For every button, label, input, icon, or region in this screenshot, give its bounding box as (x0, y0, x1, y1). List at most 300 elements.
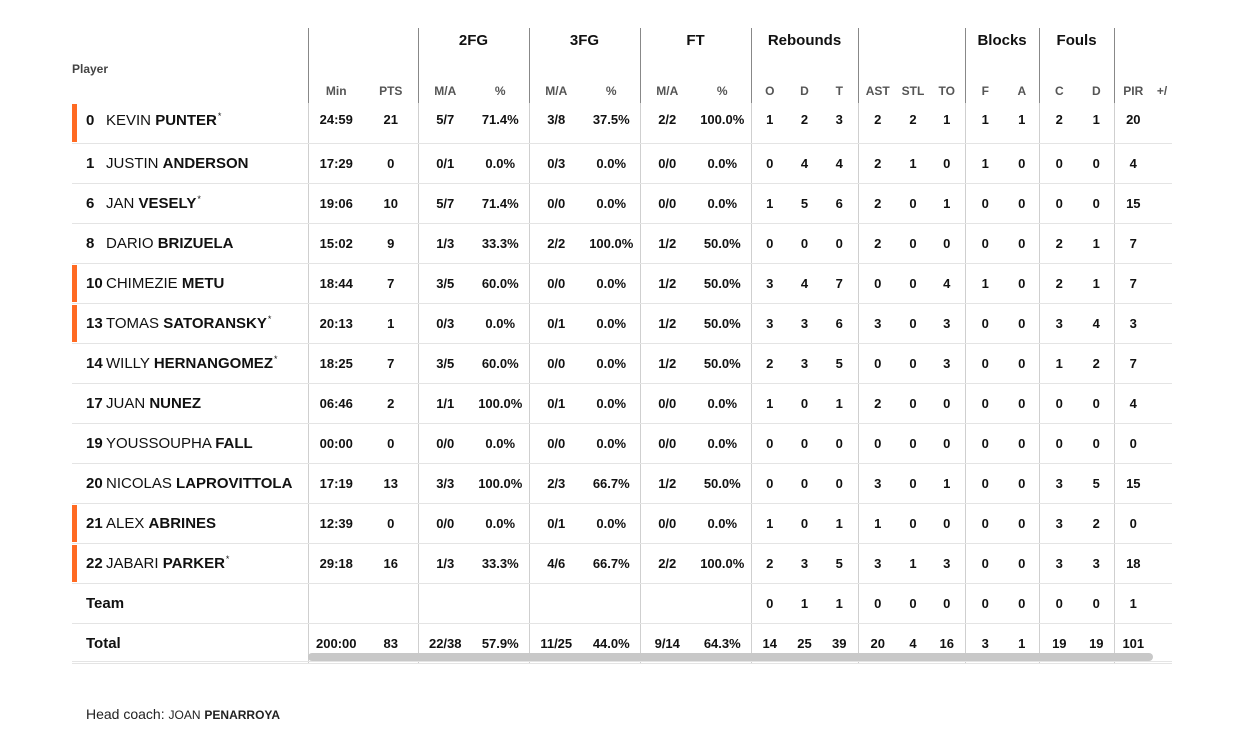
player-first-name: DARIO (106, 235, 154, 252)
stat-cell: 0 (858, 583, 897, 623)
stat-cell: 1 (751, 183, 788, 223)
stat-cell: 0.0% (472, 303, 529, 343)
stat-cell: 4 (929, 263, 965, 303)
boxscore-container (72, 28, 1172, 664)
header-2fg: 2FG (418, 28, 529, 52)
stat-cell: 60.0% (472, 343, 529, 383)
starter-indicator (72, 505, 77, 542)
stat-cell: 2 (858, 143, 897, 183)
stat-cell: 3 (1114, 303, 1152, 343)
starter-star: * (197, 194, 201, 204)
stat-cell: 3 (821, 103, 858, 143)
stat-cell: 19:06 (308, 183, 364, 223)
stat-cell: 0 (1079, 423, 1114, 463)
stat-cell: 7 (1114, 263, 1152, 303)
starter-indicator (72, 545, 77, 582)
stat-cell: 71.4% (472, 103, 529, 143)
stat-cell: 1/2 (640, 303, 694, 343)
player-name-cell[interactable] (72, 263, 308, 303)
stat-cell: 0 (364, 503, 418, 543)
stat-cell: 0 (1039, 383, 1079, 423)
stat-cell: 0/3 (418, 303, 472, 343)
stat-cell: 3/8 (529, 103, 583, 143)
stat-cell: 20 (1114, 103, 1152, 143)
stat-cell: 71.4% (472, 183, 529, 223)
stat-cell: 5 (788, 183, 821, 223)
player-row (72, 383, 1172, 423)
stat-cell: 100.0% (694, 103, 751, 143)
player-first-name: WILLY (106, 355, 150, 372)
stat-cell: 2 (858, 103, 897, 143)
stat-cell: 60.0% (472, 263, 529, 303)
stat-cell: 0/0 (529, 343, 583, 383)
player-number: 0 (86, 111, 95, 129)
stat-cell: 0.0% (694, 143, 751, 183)
stat-cell: 0 (897, 383, 929, 423)
stat-cell: 17:19 (308, 463, 364, 503)
header-col[interactable]: M/A (529, 52, 583, 103)
stat-cell: 0/0 (529, 263, 583, 303)
stat-cell: 3 (788, 303, 821, 343)
stat-cell: 1/2 (640, 263, 694, 303)
stat-cell: 0.0% (472, 503, 529, 543)
player-name-cell[interactable] (72, 503, 308, 543)
stat-cell: 1 (965, 103, 1005, 143)
stat-cell: 0 (1039, 143, 1079, 183)
stat-cell: 0 (751, 423, 788, 463)
stat-cell: 15:02 (308, 223, 364, 263)
stat-cell (1152, 503, 1172, 543)
player-name-cell[interactable] (72, 383, 308, 423)
stat-cell: 0 (1005, 423, 1039, 463)
stat-cell: 16 (364, 543, 418, 583)
stat-cell: 21 (364, 103, 418, 143)
stat-cell: 0/1 (529, 383, 583, 423)
stat-cell: 1 (821, 583, 858, 623)
stat-cell: 5 (821, 343, 858, 383)
stat-cell: 0 (1079, 583, 1114, 623)
player-last-name: FALL (215, 435, 253, 452)
stat-cell: 100.0% (472, 383, 529, 423)
stat-cell: 0 (965, 583, 1005, 623)
team-label: Team (72, 583, 308, 623)
stat-cell: 2 (364, 383, 418, 423)
player-name-cell[interactable] (72, 103, 308, 143)
stat-cell: 1 (821, 383, 858, 423)
stat-cell (1152, 383, 1172, 423)
header-col[interactable]: C (1039, 52, 1079, 103)
stat-cell: 3 (929, 543, 965, 583)
stat-cell: 0/0 (640, 143, 694, 183)
stat-cell: 0 (1039, 183, 1079, 223)
stat-cell: 200:00 (308, 623, 364, 663)
stat-cell: 4 (788, 263, 821, 303)
stat-cell: 1 (897, 143, 929, 183)
stat-cell: 3 (1039, 303, 1079, 343)
header-col[interactable]: O (751, 52, 788, 103)
stat-cell: 100.0% (583, 223, 640, 263)
stat-cell: 0 (788, 383, 821, 423)
stat-cell (694, 583, 751, 623)
header-player[interactable]: Player (72, 62, 109, 76)
player-name-cell[interactable] (72, 223, 308, 263)
stat-cell: 0 (1005, 463, 1039, 503)
stat-cell: 2 (751, 543, 788, 583)
stat-cell: 33.3% (472, 223, 529, 263)
stat-cell: 50.0% (694, 223, 751, 263)
header-col[interactable]: A (1017, 84, 1027, 98)
player-name-cell[interactable] (72, 303, 308, 343)
stat-cell: 4 (1114, 383, 1152, 423)
player-row (72, 263, 1172, 303)
stat-cell: 5/7 (418, 183, 472, 223)
stat-cell: 0 (788, 223, 821, 263)
stat-cell (1152, 583, 1172, 623)
stat-cell: 0 (897, 223, 929, 263)
stat-cell: 0.0% (583, 263, 640, 303)
stat-cell: 0 (1005, 263, 1039, 303)
header-blocks: Blocks (965, 28, 1039, 52)
player-last-name: ANDERSON (162, 155, 249, 172)
stat-cell: 2 (858, 383, 897, 423)
stat-cell: 2 (788, 103, 821, 143)
stat-cell: 44.0% (583, 623, 640, 663)
stat-cell: 17:29 (308, 143, 364, 183)
stat-cell: 18:25 (308, 343, 364, 383)
stat-cell: 24:59 (308, 103, 364, 143)
stat-cell: 1/1 (418, 383, 472, 423)
stat-cell (1152, 103, 1172, 143)
stat-cell: 0 (929, 503, 965, 543)
stat-cell: 1 (965, 143, 1005, 183)
player-last-name: BRIZUELA (157, 235, 234, 252)
player-name-cell[interactable] (72, 343, 308, 383)
header-col[interactable]: % (605, 84, 617, 98)
stat-cell: 2 (858, 223, 897, 263)
stat-cell: 0.0% (694, 503, 751, 543)
stat-cell: 14 (751, 623, 788, 663)
stat-cell: 0 (1114, 503, 1152, 543)
player-last-name: SATORANSKY (163, 315, 267, 332)
stat-cell: 0 (897, 503, 929, 543)
header-col[interactable]: D (1091, 84, 1101, 98)
stat-cell: 3 (858, 543, 897, 583)
stat-cell: 0 (1005, 503, 1039, 543)
stat-cell: 12:39 (308, 503, 364, 543)
player-first-name: JAN (106, 195, 135, 212)
stat-cell (308, 583, 364, 623)
stat-cell: 0 (751, 583, 788, 623)
stat-cell: 0 (897, 583, 929, 623)
horizontal-scrollbar[interactable] (308, 653, 1153, 661)
stat-cell: 2/2 (529, 223, 583, 263)
player-first-name: JABARI (106, 555, 159, 572)
stat-cell: 0.0% (583, 383, 640, 423)
player-number: 22 (86, 555, 103, 572)
stat-cell: 0 (965, 343, 1005, 383)
player-row (72, 423, 1172, 463)
stat-cell: 0/1 (529, 503, 583, 543)
stat-cell: 3 (788, 543, 821, 583)
stat-cell: 0.0% (583, 303, 640, 343)
stat-cell: 0 (821, 423, 858, 463)
player-number: 6 (86, 195, 95, 212)
stat-cell: 1 (1079, 263, 1114, 303)
stat-cell: 0 (821, 223, 858, 263)
header-col[interactable]: F (965, 52, 1005, 103)
player-first-name: CHIMEZIE (106, 275, 178, 292)
stat-cell: 3 (788, 343, 821, 383)
stat-cell: 0 (1114, 423, 1152, 463)
total-label: Total (72, 623, 308, 663)
stat-cell: 0 (1079, 183, 1114, 223)
head-coach-first-name: JOAN (168, 708, 201, 722)
boxscore-table (72, 28, 1172, 664)
stat-cell: 1 (364, 303, 418, 343)
player-number: 19 (86, 435, 103, 452)
stat-cell: 22/38 (418, 623, 472, 663)
stat-cell (1152, 623, 1172, 663)
stat-cell: 0/1 (529, 303, 583, 343)
player-last-name: PARKER (162, 555, 225, 572)
stat-cell: 0 (1005, 583, 1039, 623)
stat-cell: 0 (897, 303, 929, 343)
stat-cell: 50.0% (694, 303, 751, 343)
stat-cell: 1 (821, 503, 858, 543)
stat-cell: 0/0 (418, 503, 472, 543)
stat-cell: 0.0% (583, 183, 640, 223)
player-row (72, 223, 1172, 263)
stat-cell: 0 (929, 143, 965, 183)
stat-cell: 4 (1114, 143, 1152, 183)
player-row (72, 503, 1172, 543)
stat-cell: 0.0% (583, 503, 640, 543)
stat-cell (1152, 423, 1172, 463)
player-last-name: VESELY (138, 195, 197, 212)
stat-cell: 0 (1079, 143, 1114, 183)
stat-cell: 1 (858, 503, 897, 543)
header-col[interactable]: M/A (418, 52, 472, 103)
stat-cell (1152, 343, 1172, 383)
stat-cell: 0.0% (694, 383, 751, 423)
stat-cell: 0 (858, 343, 897, 383)
stat-cell: 0 (897, 263, 929, 303)
stat-cell: 0 (929, 583, 965, 623)
header-col[interactable]: T (835, 84, 843, 98)
stat-cell: 0 (1039, 583, 1079, 623)
stat-cell: 1/2 (640, 223, 694, 263)
player-row (72, 183, 1172, 223)
stat-cell: 0 (897, 463, 929, 503)
stat-cell: 1 (1079, 223, 1114, 263)
player-last-name: NUNEZ (149, 395, 202, 412)
stat-cell: 4 (897, 623, 929, 663)
stat-cell: 2/2 (640, 103, 694, 143)
stat-cell: 1/3 (418, 543, 472, 583)
player-last-name: HERNANGOMEZ (153, 355, 273, 372)
stat-cell: 50.0% (694, 463, 751, 503)
stat-cell: 3 (1039, 543, 1079, 583)
header-col[interactable]: STL (901, 84, 925, 98)
header-col[interactable]: PIR (1114, 52, 1152, 103)
stat-cell: 7 (364, 343, 418, 383)
stat-cell: 66.7% (583, 463, 640, 503)
stat-cell: 3/5 (418, 343, 472, 383)
stat-cell: 0 (965, 423, 1005, 463)
stat-cell: 3/3 (418, 463, 472, 503)
stat-cell: 50.0% (694, 343, 751, 383)
header-col[interactable]: % (494, 84, 506, 98)
stat-cell: 0 (929, 383, 965, 423)
player-last-name: ABRINES (148, 515, 217, 532)
stat-cell: 0.0% (694, 183, 751, 223)
stat-cell (1152, 263, 1172, 303)
head-coach-label: Head coach: (86, 706, 165, 722)
stat-cell (364, 583, 418, 623)
stat-cell: 33.3% (472, 543, 529, 583)
player-name-cell[interactable] (72, 183, 308, 223)
stat-cell: 13 (364, 463, 418, 503)
stat-cell: 83 (364, 623, 418, 663)
starter-indicator (72, 104, 77, 142)
stat-cell: 2 (897, 103, 929, 143)
stat-cell: 0 (929, 223, 965, 263)
stat-cell (1152, 463, 1172, 503)
stat-cell (1152, 303, 1172, 343)
stat-cell: 2 (1039, 263, 1079, 303)
stat-cell: 1 (751, 103, 788, 143)
player-number: 17 (86, 395, 103, 412)
stat-cell: 0 (965, 503, 1005, 543)
stat-cell (418, 583, 472, 623)
stat-cell: 0/0 (529, 423, 583, 463)
header-3fg: 3FG (529, 28, 640, 52)
player-first-name: JUAN (106, 395, 146, 412)
stat-cell (1152, 223, 1172, 263)
header-rebounds: Rebounds (751, 28, 858, 52)
stat-cell: 20 (858, 623, 897, 663)
stat-cell: 0 (788, 503, 821, 543)
header-col[interactable]: % (716, 84, 728, 98)
stat-cell: 20:13 (308, 303, 364, 343)
header-col[interactable]: TO (938, 84, 955, 98)
stat-cell: 29:18 (308, 543, 364, 583)
player-number: 8 (86, 235, 95, 252)
stat-cell: 2 (1039, 103, 1079, 143)
stat-cell: 2 (858, 183, 897, 223)
stat-cell: 3/5 (418, 263, 472, 303)
stat-cell: 64.3% (694, 623, 751, 663)
starter-indicator (72, 305, 77, 342)
stat-cell: 25 (788, 623, 821, 663)
stat-cell: 3 (751, 303, 788, 343)
header-fouls: Fouls (1039, 28, 1114, 52)
header-col[interactable]: AST (858, 52, 897, 103)
stat-cell: 15 (1114, 183, 1152, 223)
player-name-cell[interactable] (72, 543, 308, 583)
stat-cell: 0 (897, 423, 929, 463)
player-row (72, 543, 1172, 583)
stat-cell: 39 (821, 623, 858, 663)
stat-cell: 100.0% (472, 463, 529, 503)
stat-cell: 101 (1114, 623, 1152, 663)
header-col[interactable]: PTS (379, 84, 403, 98)
stat-cell: 0 (1005, 343, 1039, 383)
starter-star: * (267, 314, 272, 324)
stat-cell: 18:44 (308, 263, 364, 303)
stat-cell: 3 (1079, 543, 1114, 583)
player-first-name: TOMAS (106, 315, 160, 332)
stat-cell: 11/25 (529, 623, 583, 663)
stat-cell: 6 (821, 183, 858, 223)
stat-cell: 3 (1039, 463, 1079, 503)
stat-cell: 1 (751, 383, 788, 423)
player-number: 1 (86, 155, 95, 172)
stat-cell: 2 (1079, 503, 1114, 543)
header-col[interactable]: Min (308, 52, 364, 103)
player-name-cell[interactable] (72, 143, 308, 183)
stat-cell (1152, 143, 1172, 183)
header-col[interactable]: M/A (640, 52, 694, 103)
stat-cell: 0 (788, 423, 821, 463)
stat-cell: 1 (788, 583, 821, 623)
stat-cell: 7 (1114, 223, 1152, 263)
player-number: 14 (86, 355, 103, 372)
stat-cell: 1 (1005, 103, 1039, 143)
player-last-name: LAPROVITTOLA (176, 475, 293, 492)
stat-cell: 0 (1005, 303, 1039, 343)
stat-cell: 1 (929, 183, 965, 223)
player-group-header (72, 28, 308, 52)
stat-cell: 2 (1039, 223, 1079, 263)
stat-cell: 1 (1079, 103, 1114, 143)
stat-cell: 0 (821, 463, 858, 503)
stat-cell: 0 (1005, 223, 1039, 263)
header-col[interactable]: +/ (1156, 84, 1168, 98)
table-bottom-divider (72, 661, 1172, 662)
player-first-name: ALEX (106, 515, 145, 532)
stat-cell: 7 (821, 263, 858, 303)
stat-cell: 0/0 (640, 503, 694, 543)
stat-cell: 3 (858, 303, 897, 343)
player-name-cell[interactable] (72, 463, 308, 503)
player-last-name: PUNTER (155, 111, 217, 129)
stat-cell (1152, 183, 1172, 223)
stat-cell: 0/0 (418, 423, 472, 463)
stat-cell: 0 (929, 423, 965, 463)
player-name-cell[interactable] (72, 423, 308, 463)
starter-star: * (273, 354, 278, 364)
stat-cell: 50.0% (694, 263, 751, 303)
stat-cell: 7 (1114, 343, 1152, 383)
player-row (72, 303, 1172, 343)
stat-cell: 4 (821, 143, 858, 183)
stat-cell: 0 (965, 223, 1005, 263)
stat-cell: 0.0% (583, 143, 640, 183)
stat-cell: 1 (751, 503, 788, 543)
player-first-name: YOUSSOUPHA (106, 435, 212, 452)
stat-cell: 0 (965, 183, 1005, 223)
stat-cell: 66.7% (583, 543, 640, 583)
stat-cell: 3 (965, 623, 1005, 663)
stat-cell: 0 (364, 423, 418, 463)
stat-cell: 1 (929, 463, 965, 503)
stat-cell (583, 583, 640, 623)
header-col[interactable]: D (800, 84, 809, 98)
stat-cell: 0 (1005, 183, 1039, 223)
stat-cell: 3 (929, 343, 965, 383)
stat-cell: 1 (1114, 583, 1152, 623)
